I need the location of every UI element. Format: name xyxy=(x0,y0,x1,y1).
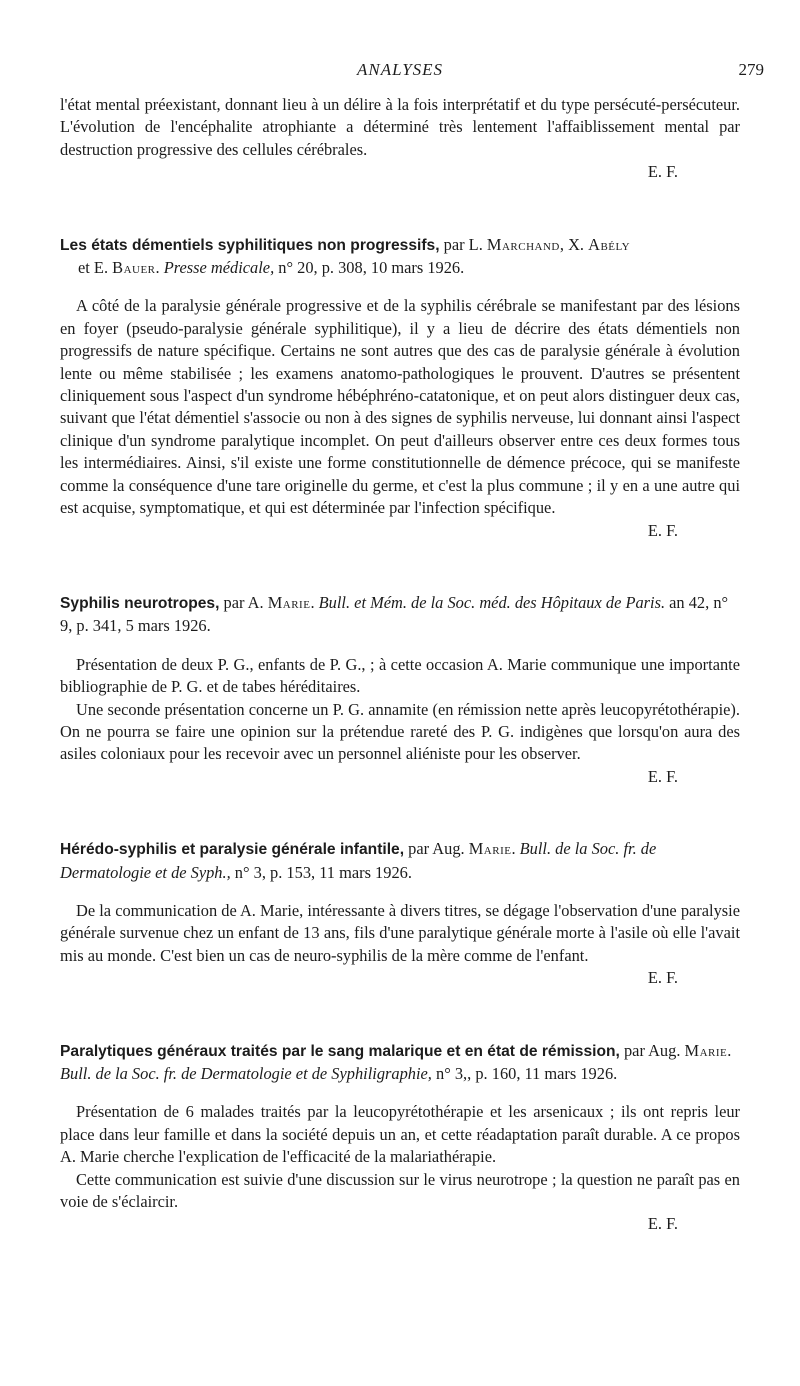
abstract-entry xyxy=(60,1040,740,1236)
signature: E. F. xyxy=(647,766,678,786)
running-title: ANALYSES xyxy=(356,60,444,79)
continued-abstract xyxy=(60,94,740,184)
entry-paragraph: A côté de la paralysie générale progressive et de la syphilis cérébrale se manifestant par des lésions en foyer (pseudo-paralysie générale syphilitique), il y a lieu de décrire des états démentiels non progressifs de nature spécifique. Certains ne sont autres que des cas de paralysie générale à évolution lente ou même stabilisée ; les examens anatomo-pathologiques le prouvent. D'autres se présentent cliniquement sous l'aspect d'un syndrome hébéphréno-catatonique, et on peut alors distinguer deux cas, suivant que l'état démentiel s'associe ou non à des signes de syphilis nerveuse, lui donnant ainsi l'aspect clinique d'un syndrome paralytique incomplet. On peut d'ailleurs observer entre ces deux formes tous les intermédiaires. Ainsi, s'il existe une forme constitutionnelle de démence précoce, qui se manifeste comme la conséquence d'une tare originelle du germe, et c'est la plus commune ; il y en a une autre qui est acquise, symptomatique, et qui est déterminée par l'infection spécifique. xyxy=(60,296,740,518)
citation-details: n° 3,, p. 160, 11 mars 1926. xyxy=(431,1064,618,1083)
punctuation: . xyxy=(727,1040,732,1060)
entry-title: Hérédo-syphilis et paralysie générale infantile, xyxy=(60,841,405,859)
byline: par Aug. xyxy=(619,1040,685,1060)
punctuation: . xyxy=(310,592,319,612)
signature: E. F. xyxy=(647,162,678,182)
author-name: Bauer xyxy=(112,258,156,278)
punctuation: . xyxy=(155,258,164,278)
signature: E. F. xyxy=(647,968,678,988)
entry-paragraph: Présentation de 6 malades traités par la leucopyrétothérapie et les arsenicaux ; ils ont repris leur place dans leur famille et dans la société depuis un an, et cette réadaptation paraît durable. A ce propos A. Marie cherche l'explication de l'efficacité de la malariathérapie. xyxy=(60,1102,740,1167)
citation-details: an 42, n° 9, p. 341, 5 mars 1926. xyxy=(60,592,729,636)
signature: E. F. xyxy=(647,520,678,540)
author-name: Marchand xyxy=(486,234,560,254)
entry-title: Syphilis neurotropes, xyxy=(60,594,220,612)
author-name: Marie xyxy=(684,1040,728,1060)
entry-paragraph: Une seconde présentation concerne un P. G. annamite (en rémission nette après leucopyrétothérapie). On ne pourra se faire une opinion sur la prétendue rareté des P. G. indigènes que lorsqu'on aura des asiles coloniaux pour les recevoir avec un personnel aliéniste pour les observer. xyxy=(60,699,740,764)
punctuation: . xyxy=(511,839,520,859)
journal-name: Bull. de la Soc. fr. de Dermatologie et de Syphiligraphie, xyxy=(60,1064,432,1083)
abstract-entry xyxy=(60,234,740,542)
entry-title: Paralytiques généraux traités par le sang malarique et en état de rémission, xyxy=(60,1042,620,1060)
entry-header xyxy=(60,234,740,280)
abstract-entry xyxy=(60,592,740,788)
entry-reference xyxy=(60,257,740,279)
author-connector: et E. xyxy=(78,258,113,278)
page-number: 279 xyxy=(738,60,764,79)
citation-details: n° 20, p. 308, 10 mars 1926. xyxy=(274,258,465,278)
journal-name: Bull. et Mém. de la Soc. méd. des Hôpitaux de Paris. xyxy=(318,592,666,612)
abstract-entry xyxy=(60,838,740,989)
author-name: Marie xyxy=(468,839,512,859)
continued-paragraph: l'état mental préexistant, donnant lieu à un délire à la fois interprétatif et du type persécuté-persécuteur. L'évolution de l'encéphalite atrophiante a déterminé très lentement l'affaiblissement mental par destruction progressive des cellules cérébrales. xyxy=(60,95,740,159)
entry-paragraph: Cette communication est suivie d'une discussion sur le virus neurotrope ; la question ne paraît pas en voie de s'éclaircir. xyxy=(60,1169,740,1212)
entry-header xyxy=(60,838,740,884)
author-name: Marie xyxy=(267,592,311,612)
citation-details: n° 3, p. 153, 11 mars 1926. xyxy=(230,862,412,882)
author-separator: , X. xyxy=(559,234,589,254)
journal-name: Presse médicale, xyxy=(163,258,275,278)
entry-paragraph: De la communication de A. Marie, intéressante à divers titres, se dégage l'observation d'une paralysie générale survenue chez un enfant de 13 ans, fils d'une paralytique générale morte à l'asile où elle l'avait mis au monde. C'est bien un cas de neuro-syphilis de la mère comme de l'enfant. xyxy=(60,900,740,965)
byline: par Aug. xyxy=(404,839,469,859)
signature: E. F. xyxy=(647,1214,678,1234)
byline: par A. xyxy=(219,592,268,612)
entry-paragraph: Présentation de deux P. G., enfants de P. G., ; à cette occasion A. Marie communique une importante bibliographie de P. G. et de tabes héréditaires. xyxy=(60,654,740,697)
entry-header xyxy=(60,1040,740,1086)
page-content xyxy=(60,94,740,1236)
author-name: Abély xyxy=(588,234,631,254)
journal-name: Bull. de la Soc. fr. de Dermatologie et de Syph., xyxy=(60,839,657,882)
entry-header xyxy=(60,592,740,638)
entry-title: Les états démentiels syphilitiques non progressifs, xyxy=(60,236,440,254)
byline: par L. xyxy=(439,234,487,254)
running-head xyxy=(0,60,800,84)
